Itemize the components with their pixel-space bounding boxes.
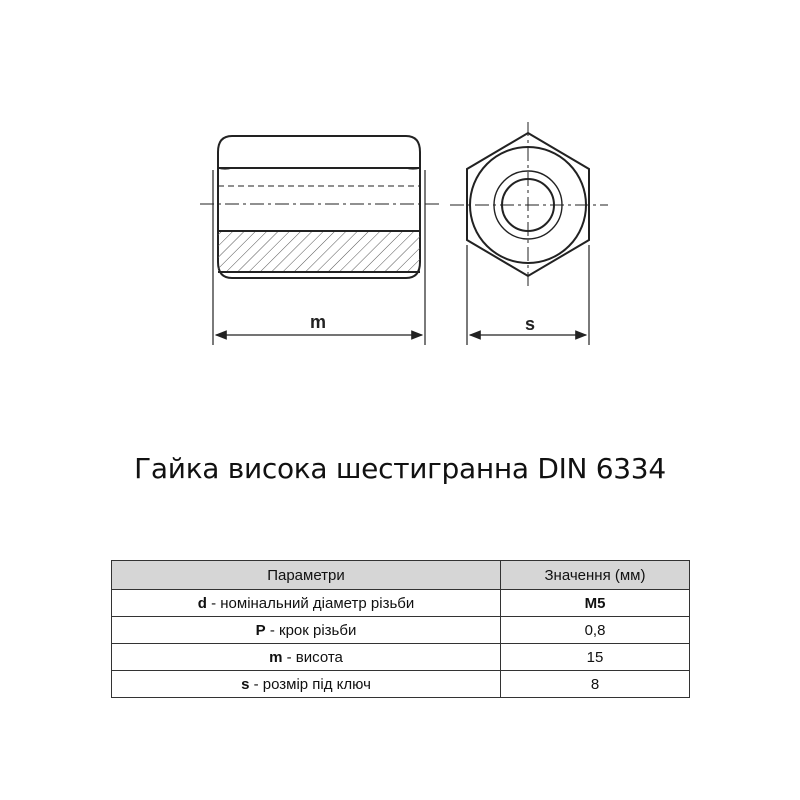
dim-label-m: m	[309, 312, 327, 332]
table-row	[112, 671, 690, 698]
param-symbol: d	[197, 594, 207, 612]
value-cell: 8	[501, 671, 690, 698]
param-cell	[112, 671, 501, 698]
technical-drawing	[0, 0, 800, 360]
param-desc: - номінальний діаметр різьби	[206, 594, 415, 612]
table-row	[112, 590, 690, 617]
header-values: Значення (мм)	[501, 561, 690, 590]
side-view	[200, 136, 440, 278]
param-symbol: s	[241, 675, 250, 693]
param-desc: - крок різьби	[265, 621, 357, 639]
page-title: Гайка висока шестигранна DIN 6334	[134, 452, 666, 485]
param-cell	[112, 590, 501, 617]
value-cell: 15	[501, 644, 690, 671]
dim-label-s: s	[524, 314, 536, 334]
value-cell: 0,8	[501, 617, 690, 644]
value-cell: M5	[501, 590, 690, 617]
table-header-row	[112, 561, 690, 590]
param-symbol: m	[269, 648, 283, 666]
param-cell	[112, 617, 501, 644]
param-cell	[112, 644, 501, 671]
spec-table	[111, 560, 690, 698]
param-symbol: P	[255, 621, 266, 639]
table-row	[112, 617, 690, 644]
param-desc: - висота	[282, 648, 343, 666]
front-view	[450, 122, 608, 290]
param-desc: - розмір під ключ	[249, 675, 371, 693]
table-row	[112, 644, 690, 671]
header-parameters: Параметри	[112, 561, 501, 590]
